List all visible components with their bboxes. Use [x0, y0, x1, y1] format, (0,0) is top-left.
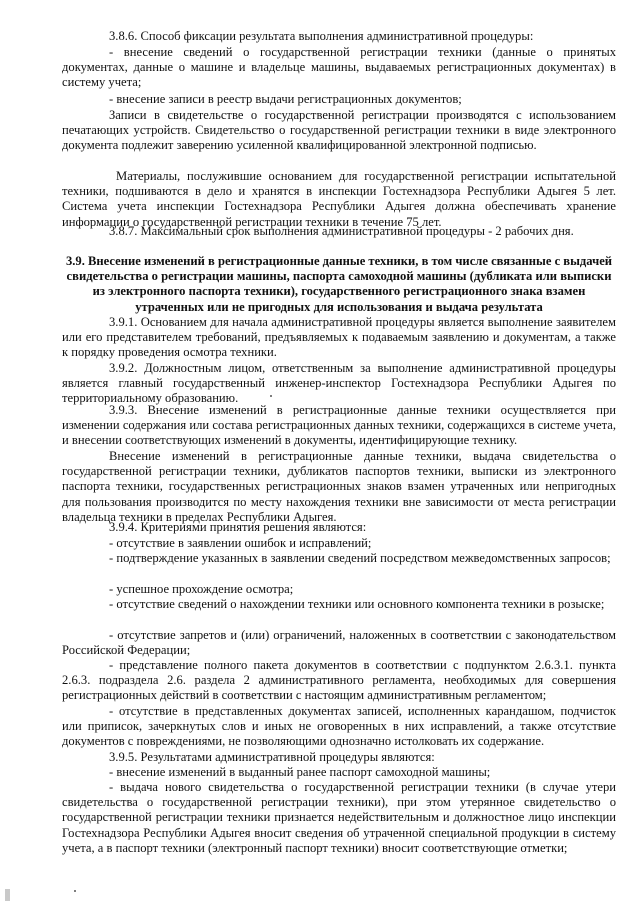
section-3-9-4-title: 3.9.4. Критериями принятия решения являются:	[109, 520, 367, 534]
section-3-9-3-paragraph-2: Внесение изменений в регистрационные данные техники, выдача свидетельства о государственной регистрации техники, дубликатов паспортов техники, выписки из электронного паспорта техники, государственных регистрационных знаков взамен утраченных или непригодных для пользования производится по месту нахождения техники вне зависимости от места регистрации владельца техники в пределах Республики Адыгея.	[62, 449, 616, 524]
criteria-item-7: - отсутствие в представленных документах записей, исполненных карандашом, подчисток или приписок, зачеркнутых слов и иных не оговоренных в них исправлений, а также отсутствие документов с повреждениями, не позволяющими однозначно истолковать их содержание.	[62, 704, 616, 749]
result-item-1: - внесение изменений в выданный ранее паспорт самоходной машины;	[109, 765, 491, 779]
scan-speck	[270, 395, 272, 397]
section-3-8-6-paragraph-1: Записи в свидетельстве о государственной регистрации производятся с использованием печатающих устройств. Свидетельство о государственной регистрации техники в виде электронного документа подлежит заверению усиленной квалифицированной электронной подписью.	[62, 108, 616, 153]
section-3-9-heading: 3.9. Внесение изменений в регистрационные данные техники, в том числе связанные с выдачей свидетельства о регистрации машины, паспорта самоходной машины (дубликата или выписки из электронного паспорта техники), государственного регистрационного знака взамен утраченных или не пригодных для использования и выдача результата	[65, 254, 613, 314]
section-3-9-1: 3.9.1. Основанием для начала административной процедуры является выполнение заявителем или его представителем требований, предъявляемых к подаваемым заявлению и документам, а также к порядку проведения осмотра техники.	[62, 315, 616, 360]
section-3-8-7: 3.8.7. Максимальный срок выполнения административной процедуры - 2 рабочих дня.	[109, 224, 574, 238]
criteria-item-2: - подтверждение указанных в заявлении сведений посредством межведомственных запросов;	[109, 551, 611, 565]
criteria-item-6: - представление полного пакета документов в соответствии с подпунктом 2.6.3.1. пункта 2.6.3. подраздела 2.6. раздела 2 административного регламента, необходимых для совершения регистрационных действий в соответствии с настоящим административным регламентом;	[62, 658, 616, 703]
section-3-9-3: 3.9.3. Внесение изменений в регистрационные данные техники осуществляется при изменении содержания или состава регистрационных данных техники, содержащихся в системе учета, и внесении соответствующих изменений в документы, идентифицирующие технику.	[62, 403, 616, 448]
section-3-9-2: 3.9.2. Должностным лицом, ответственным за выполнение административной процедуры является главный государственный инженер-инспектор Гостехнадзора Республики Адыгея по территориальному образованию.	[62, 361, 616, 406]
criteria-item-1: - отсутствие в заявлении ошибок и исправлений;	[109, 536, 372, 550]
section-3-8-6-paragraph-2: Материалы, послужившие основанием для государственной регистрации испытательной техники, подшиваются в дело и хранятся в инспекции Гостехнадзора Республики Адыгея 5 лет. Система учета инспекции Гостехнадзора Республики Адыгея должна обеспечивать хранение информации о государственной регистрации техники в течение 75 лет.	[62, 169, 616, 229]
result-item-2: - выдача нового свидетельства о государственной регистрации техники (в случае утери свидетельства о государственной регистрации техники), при этом утерянное свидетельство о государственной регистрации техники признается недействительным и должностное лицо инспекции Гостехнадзора Республики Адыгея вносит сведения об утраченной специальной продукции в систему учета, а в паспорт техники (электронный паспорт техники) вносит соответствующие отметки;	[62, 780, 616, 855]
section-3-9-5-title: 3.9.5. Результатами административной процедуры являются:	[109, 750, 435, 764]
criteria-item-4: - отсутствие сведений о нахождении техники или основного компонента техники в розыске;	[109, 597, 605, 611]
scan-edge-mark	[5, 889, 10, 901]
section-3-8-6-item-1: - внесение сведений о государственной регистрации техники (данные о принятых документах, данные о машине и владельце машины, выдаваемых регистрационных документах) в систему учета;	[62, 45, 616, 90]
scan-speck	[74, 890, 76, 892]
section-3-8-6-item-2: - внесение записи в реестр выдачи регистрационных документов;	[109, 92, 462, 106]
criteria-item-5: - отсутствие запретов и (или) ограничений, наложенных в соответствии с законодательством Российской Федерации;	[62, 628, 616, 658]
criteria-item-3: - успешное прохождение осмотра;	[109, 582, 294, 596]
section-3-8-6-title: 3.8.6. Способ фиксации результата выполнения административной процедуры:	[109, 29, 534, 43]
